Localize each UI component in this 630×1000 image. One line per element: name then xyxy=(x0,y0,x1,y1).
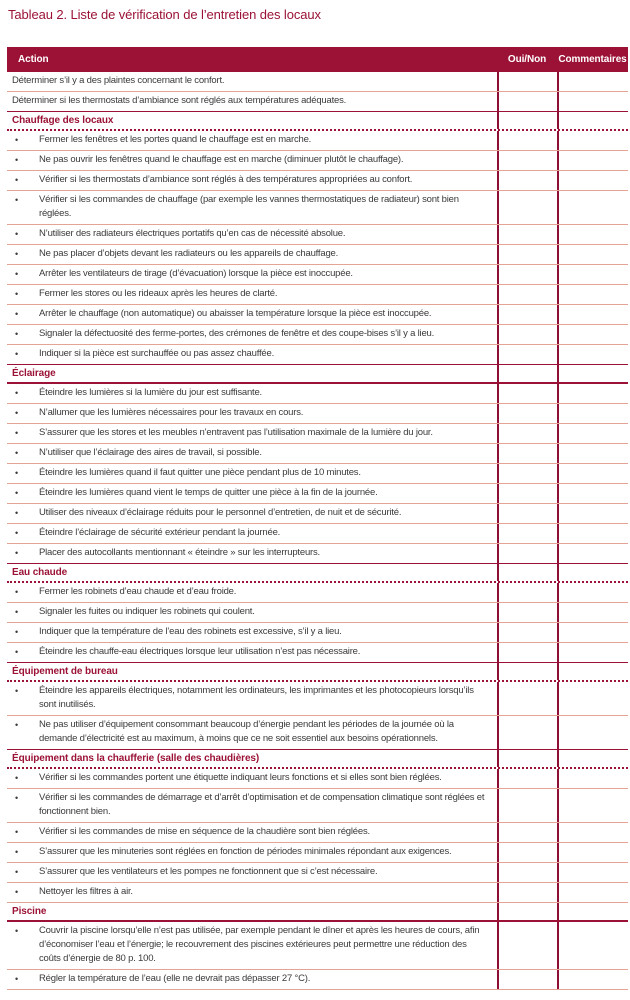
comments-cell xyxy=(557,404,628,423)
comments-cell xyxy=(557,883,628,902)
yesno-cell xyxy=(497,285,557,304)
table-row xyxy=(7,922,628,970)
yesno-cell xyxy=(497,424,557,443)
bullet-icon: • xyxy=(15,408,18,418)
bullet-icon: • xyxy=(15,309,18,319)
action-text: Vérifier si les commandes de mise en séquence de la chaudière sont bien réglées. xyxy=(39,826,370,837)
table-row xyxy=(7,345,628,365)
comments-cell xyxy=(557,325,628,344)
comments-cell xyxy=(557,903,628,920)
section-label: Piscine xyxy=(12,906,47,917)
table-row xyxy=(7,524,628,544)
section-row xyxy=(7,365,628,384)
comments-cell xyxy=(557,823,628,842)
bullet-icon: • xyxy=(15,135,18,145)
checklist-table xyxy=(7,47,628,990)
yesno-cell xyxy=(497,883,557,902)
action-text: Vérifier si les commandes de chauffage (par exemple les vannes thermostatiques de radiateur) sont bien réglées. xyxy=(39,194,459,219)
comments-cell xyxy=(557,789,628,822)
section-row xyxy=(7,750,628,769)
header-action-label: Action xyxy=(18,54,49,65)
action-text: Fermer les robinets d’eau chaude et d’eau froide. xyxy=(39,586,237,597)
yesno-cell xyxy=(497,225,557,244)
table-row xyxy=(7,682,628,716)
yesno-cell xyxy=(497,789,557,822)
comments-cell xyxy=(557,305,628,324)
yesno-cell xyxy=(497,903,557,920)
yesno-cell xyxy=(497,823,557,842)
table-row xyxy=(7,384,628,404)
action-text: Vérifier si les commandes de démarrage et d’arrêt d’optimisation et de compensation climatique sont réglées et fonctionnent bien. xyxy=(39,792,485,817)
action-text: S’assurer que les stores et les meubles n’entravent pas l’utilisation maximale de la lumière du jour. xyxy=(39,427,433,438)
bullet-icon: • xyxy=(15,627,18,637)
comments-cell xyxy=(557,191,628,224)
bullet-icon: • xyxy=(15,647,18,657)
action-text: N’utiliser des radiateurs électriques portatifs qu’en cas de nécessité absolue. xyxy=(39,228,346,239)
action-text: Placer des autocollants mentionnant « éteindre » sur les interrupteurs. xyxy=(39,547,320,558)
yesno-cell xyxy=(497,843,557,862)
bullet-icon: • xyxy=(15,528,18,538)
bullet-icon: • xyxy=(15,289,18,299)
bullet-icon: • xyxy=(15,607,18,617)
bullet-icon: • xyxy=(15,155,18,165)
yesno-cell xyxy=(497,265,557,284)
table-row xyxy=(7,716,628,750)
bullet-icon: • xyxy=(15,349,18,359)
table-row xyxy=(7,171,628,191)
bullet-icon: • xyxy=(15,686,18,696)
bullet-icon: • xyxy=(15,720,18,730)
section-row xyxy=(7,564,628,583)
comments-cell xyxy=(557,863,628,882)
action-text: Ne pas utiliser d’équipement consommant beaucoup d’énergie pendant les périodes de la journée où la demande d’électricité est au maximum, à moins que ce ne soit essentiel aux besoins opérationnels. xyxy=(39,719,454,744)
action-text: S’assurer que les ventilateurs et les pompes ne fonctionnent que si c’est nécessaire. xyxy=(39,866,378,877)
comments-cell xyxy=(557,285,628,304)
yesno-cell xyxy=(497,643,557,662)
section-label: Équipement dans la chaufferie (salle des chaudières) xyxy=(12,753,260,764)
comments-cell xyxy=(557,716,628,749)
section-row xyxy=(7,663,628,682)
table-row xyxy=(7,623,628,643)
comments-cell xyxy=(557,564,628,581)
action-text: Éteindre l’éclairage de sécurité extérieur pendant la journée. xyxy=(39,527,281,538)
yesno-cell xyxy=(497,444,557,463)
comments-cell xyxy=(557,484,628,503)
yesno-cell xyxy=(497,191,557,224)
action-text: Signaler les fuites ou indiquer les robinets qui coulent. xyxy=(39,606,255,617)
action-text: N’utiliser que l’éclairage des aires de travail, si possible. xyxy=(39,447,262,458)
page-title: Tableau 2. Liste de vérification de l’entretien des locaux xyxy=(8,7,321,22)
yesno-cell xyxy=(497,863,557,882)
comments-cell xyxy=(557,365,628,382)
action-text: Éteindre les chauffe-eau électriques lorsque leur utilisation n’est pas nécessaire. xyxy=(39,646,361,657)
action-text: Ne pas ouvrir les fenêtres quand le chauffage est en marche (diminuer plutôt le chauffage). xyxy=(39,154,404,165)
yesno-cell xyxy=(497,524,557,543)
section-row xyxy=(7,903,628,922)
bullet-icon: • xyxy=(15,887,18,897)
comments-cell xyxy=(557,583,628,602)
action-text: Régler la température de l’eau (elle ne devrait pas dépasser 27 °C). xyxy=(39,973,311,984)
yesno-cell xyxy=(497,171,557,190)
table-row xyxy=(7,305,628,325)
table-row xyxy=(7,424,628,444)
comments-cell xyxy=(557,171,628,190)
yesno-cell xyxy=(497,682,557,715)
comments-cell xyxy=(557,682,628,715)
action-text: N’allumer que les lumières nécessaires pour les travaux en cours. xyxy=(39,407,304,418)
table-row xyxy=(7,970,628,990)
action-text: Fermer les fenêtres et les portes quand le chauffage est en marche. xyxy=(39,134,312,145)
yesno-cell xyxy=(497,750,557,767)
table-row xyxy=(7,883,628,903)
bullet-icon: • xyxy=(15,229,18,239)
table-row xyxy=(7,823,628,843)
bullet-icon: • xyxy=(15,847,18,857)
table-row xyxy=(7,92,628,112)
comments-cell xyxy=(557,504,628,523)
bullet-icon: • xyxy=(15,428,18,438)
table-row xyxy=(7,265,628,285)
yesno-cell xyxy=(497,151,557,170)
yesno-cell xyxy=(497,305,557,324)
table-row xyxy=(7,603,628,623)
table-row xyxy=(7,464,628,484)
action-text: Vérifier si les thermostats d’ambiance sont réglés à des températures appropriées au confort. xyxy=(39,174,413,185)
yesno-cell xyxy=(497,603,557,622)
bullet-icon: • xyxy=(15,508,18,518)
yesno-cell xyxy=(497,564,557,581)
comments-cell xyxy=(557,112,628,129)
table-row xyxy=(7,769,628,789)
table-row xyxy=(7,583,628,603)
table-row xyxy=(7,404,628,424)
table-row xyxy=(7,191,628,225)
comments-cell xyxy=(557,245,628,264)
table-body xyxy=(7,72,628,990)
comments-cell xyxy=(557,131,628,150)
comments-cell xyxy=(557,72,628,91)
comments-cell xyxy=(557,225,628,244)
section-label: Eau chaude xyxy=(12,567,68,578)
comments-cell xyxy=(557,544,628,563)
yesno-cell xyxy=(497,131,557,150)
yesno-cell xyxy=(497,384,557,403)
yesno-cell xyxy=(497,112,557,129)
action-text: Vérifier si les commandes portent une étiquette indiquant leurs fonctions et si elles sont bien réglées. xyxy=(39,772,442,783)
comments-cell xyxy=(557,643,628,662)
comments-cell xyxy=(557,769,628,788)
action-text: Éteindre les lumières si la lumière du jour est suffisante. xyxy=(39,387,262,398)
comments-cell xyxy=(557,922,628,969)
yesno-cell xyxy=(497,623,557,642)
header-yesno-label: Oui/Non xyxy=(507,54,547,65)
comments-cell xyxy=(557,384,628,403)
table-row xyxy=(7,544,628,564)
table-row xyxy=(7,504,628,524)
table-row xyxy=(7,863,628,883)
bullet-icon: • xyxy=(15,488,18,498)
table-row xyxy=(7,444,628,464)
yesno-cell xyxy=(497,72,557,91)
table-row xyxy=(7,131,628,151)
yesno-cell xyxy=(497,404,557,423)
table-row xyxy=(7,72,628,92)
yesno-cell xyxy=(497,92,557,111)
yesno-cell xyxy=(497,484,557,503)
table-row xyxy=(7,789,628,823)
comments-cell xyxy=(557,345,628,364)
comments-cell xyxy=(557,92,628,111)
yesno-cell xyxy=(497,769,557,788)
bullet-icon: • xyxy=(15,195,18,205)
comments-cell xyxy=(557,603,628,622)
comments-cell xyxy=(557,970,628,989)
section-label: Éclairage xyxy=(12,368,56,379)
comments-cell xyxy=(557,265,628,284)
yesno-cell xyxy=(497,365,557,382)
action-text: Couvrir la piscine lorsqu’elle n’est pas utilisée, par exemple pendant le dîner et après les heures de cours, afin d’économiser l’eau et l’énergie; le recouvrement des piscines extérieures peut permettre une réduction des coûts d’énergie de 80 p. 100. xyxy=(39,925,480,964)
action-text: Déterminer s’il y a des plaintes concernant le confort. xyxy=(12,75,225,86)
comments-cell xyxy=(557,151,628,170)
table-row xyxy=(7,843,628,863)
action-text: Déterminer si les thermostats d’ambiance sont réglés aux températures adéquates. xyxy=(12,95,347,106)
action-text: Ne pas placer d’objets devant les radiateurs ou les appareils de chauffage. xyxy=(39,248,339,259)
bullet-icon: • xyxy=(15,468,18,478)
table-row xyxy=(7,151,628,171)
bullet-icon: • xyxy=(15,548,18,558)
comments-cell xyxy=(557,843,628,862)
action-text: Indiquer si la pièce est surchauffée ou pas assez chauffée. xyxy=(39,348,275,359)
yesno-cell xyxy=(497,504,557,523)
bullet-icon: • xyxy=(15,974,18,984)
comments-cell xyxy=(557,750,628,767)
bullet-icon: • xyxy=(15,773,18,783)
bullet-icon: • xyxy=(15,175,18,185)
yesno-cell xyxy=(497,544,557,563)
action-text: Arrêter le chauffage (non automatique) ou abaisser la température lorsque la pièce est inoccupée. xyxy=(39,308,432,319)
yesno-cell xyxy=(497,716,557,749)
bullet-icon: • xyxy=(15,249,18,259)
action-text: S’assurer que les minuteries sont réglées en fonction de périodes minimales répondant aux exigences. xyxy=(39,846,452,857)
action-text: Nettoyer les filtres à air. xyxy=(39,886,133,897)
table-header xyxy=(7,47,628,72)
comments-cell xyxy=(557,623,628,642)
table-row xyxy=(7,285,628,305)
action-text: Arrêter les ventilateurs de tirage (d’évacuation) lorsque la pièce est inoccupée. xyxy=(39,268,353,279)
action-text: Éteindre les lumières quand il faut quitter une pièce pendant plus de 10 minutes. xyxy=(39,467,361,478)
action-text: Fermer les stores ou les rideaux après les heures de clarté. xyxy=(39,288,278,299)
bullet-icon: • xyxy=(15,827,18,837)
comments-cell xyxy=(557,424,628,443)
action-text: Signaler la défectuosité des ferme-portes, des crémones de fenêtre et des coupe-bises s’il y a lieu. xyxy=(39,328,435,339)
table-row xyxy=(7,325,628,345)
action-text: Utiliser des niveaux d’éclairage réduits pour le personnel d’entretien, de nuit et de sécurité. xyxy=(39,507,402,518)
bullet-icon: • xyxy=(15,388,18,398)
table-row xyxy=(7,484,628,504)
yesno-cell xyxy=(497,970,557,989)
yesno-cell xyxy=(497,345,557,364)
section-label: Équipement de bureau xyxy=(12,666,118,677)
action-text: Éteindre les appareils électriques, notamment les ordinateurs, les imprimantes et les photocopieurs lorsqu’ils sont inutilisés. xyxy=(39,685,474,710)
header-comments-label: Commentaires xyxy=(558,54,627,65)
bullet-icon: • xyxy=(15,867,18,877)
action-text: Éteindre les lumières quand vient le temps de quitter une pièce à la fin de la journée. xyxy=(39,487,378,498)
bullet-icon: • xyxy=(15,926,18,936)
yesno-cell xyxy=(497,245,557,264)
yesno-cell xyxy=(497,464,557,483)
table-row xyxy=(7,643,628,663)
comments-cell xyxy=(557,663,628,680)
comments-cell xyxy=(557,444,628,463)
bullet-icon: • xyxy=(15,587,18,597)
bullet-icon: • xyxy=(15,793,18,803)
table-row xyxy=(7,245,628,265)
section-label: Chauffage des locaux xyxy=(12,115,114,126)
yesno-cell xyxy=(497,663,557,680)
yesno-cell xyxy=(497,583,557,602)
yesno-cell xyxy=(497,325,557,344)
comments-cell xyxy=(557,464,628,483)
table-row xyxy=(7,225,628,245)
section-row xyxy=(7,112,628,131)
action-text: Indiquer que la température de l’eau des robinets est excessive, s’il y a lieu. xyxy=(39,626,342,637)
bullet-icon: • xyxy=(15,448,18,458)
bullet-icon: • xyxy=(15,329,18,339)
comments-cell xyxy=(557,524,628,543)
bullet-icon: • xyxy=(15,269,18,279)
yesno-cell xyxy=(497,922,557,969)
